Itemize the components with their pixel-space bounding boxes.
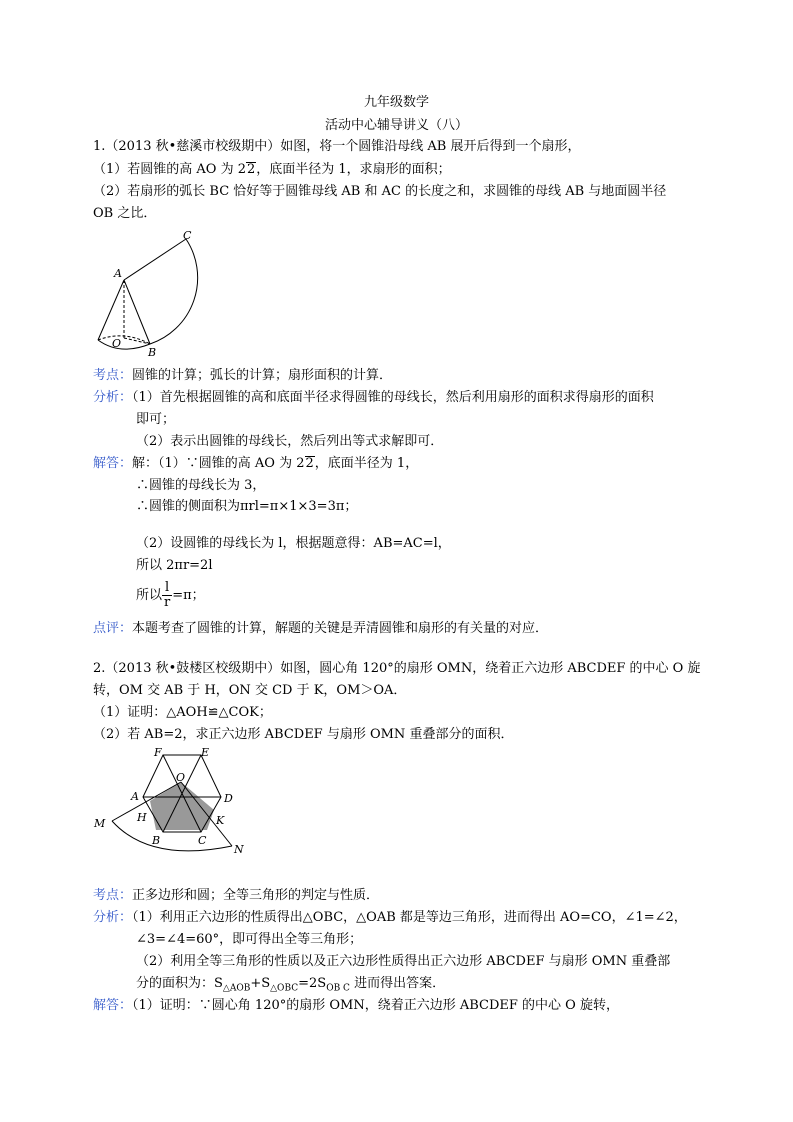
- problem-1-q1: （1）若圆锥的高 AO 为 22，底面半径为 1，求扇形的面积；: [93, 162, 451, 177]
- p1-fenxi-2: （2）表示出圆锥的母线长，然后列出等式求解即可．: [136, 434, 444, 449]
- problem-2-q2: （2）若 AB=2，求正六边形 ABCDEF 与扇形 OMN 重叠部分的面积．: [93, 727, 514, 742]
- fig2-label-a: A: [131, 790, 139, 803]
- fig2-label-n: N: [234, 843, 244, 856]
- p1-solution-1: 解答：解：（1）∵圆锥的高 AO 为 22，底面半径为 1，: [93, 456, 419, 471]
- fig2-label-c: C: [198, 834, 207, 847]
- p1-solution-5: 所以 2πr=2l: [136, 558, 213, 573]
- label-jieda: 解答：: [93, 456, 133, 471]
- p1-fenxi-1b: 即可；: [136, 412, 176, 427]
- p1-solution-2: ∴圆锥的母线长为 3，: [136, 478, 266, 493]
- label-kaodian: 考点：: [93, 888, 133, 903]
- label-jieda: 解答：: [93, 998, 133, 1013]
- fig1-label-o: O: [112, 337, 122, 350]
- fig2-label-b: B: [152, 834, 161, 847]
- label-kaodian: 考点：: [93, 368, 133, 383]
- fig1-label-b: B: [148, 346, 157, 359]
- p2-fenxi-2a: （2）利用全等三角形的性质以及正六边形性质得出正六边形 ABCDEF 与扇形 OMN 重叠部: [136, 954, 671, 969]
- p1-kaodian: 考点：圆锥的计算；弧长的计算；扇形面积的计算．: [93, 368, 393, 383]
- cone-sector-figure: [90, 226, 230, 366]
- hexagon-sector-figure: [90, 745, 260, 860]
- problem-1-stem: 1.（2013 秋•慈溪市校级期中）如图，将一个圆锥沿母线 AB 展开后得到一个扇形，: [93, 139, 581, 154]
- problem-2-q1: （1）证明：△AOH≌△COK；: [93, 705, 272, 720]
- p1-solution-4: （2）设圆锥的母线长为 l，根据题意得：AB=AC=l，: [136, 536, 451, 551]
- label-dianping: 点评：: [93, 621, 133, 636]
- p2-fenxi-1b: ∠3=∠4=60°，即可得出全等三角形；: [136, 932, 363, 947]
- fig2-label-h: H: [137, 811, 147, 824]
- p1-dianping: 点评：本题考查了圆锥的计算，解题的关键是弄清圆锥和扇形的有关量的对应．: [93, 621, 549, 636]
- fig2-label-o: O: [176, 771, 186, 784]
- fig2-label-m: M: [94, 817, 106, 830]
- fig2-label-e: E: [201, 746, 210, 759]
- problem-1-q2-line1: （2）若扇形的弧长 BC 恰好等于圆锥母线 AB 和 AC 的长度之和，求圆锥的母线 AB 与地面圆半径: [93, 184, 667, 199]
- p1-solution-6: 所以 $\frac{l}{r}$ =π；: [136, 580, 205, 610]
- fig2-label-k: K: [216, 814, 225, 827]
- problem-2-stem-2: 转，OM 交 AB 于 H，ON 交 CD 于 K，OM＞OA．: [93, 683, 407, 698]
- problem-1-q2-line2: OB 之比．: [93, 206, 157, 221]
- label-fenxi: 分析：: [93, 910, 133, 925]
- fig1-label-c: C: [183, 229, 192, 242]
- fig2-label-d: D: [224, 792, 233, 805]
- p1-solution-3: ∴圆锥的侧面积为πrl=π×1×3=3π；: [136, 499, 358, 514]
- p1-fenxi-1a: 分析：（1）首先根据圆锥的高和底面半径求得圆锥的母线长，然后利用扇形的面积求得扇形的面积: [93, 390, 654, 405]
- fig2-label-f: F: [154, 746, 162, 759]
- page-subtitle: 活动中心辅导讲义（八）: [324, 118, 468, 133]
- sqrt-symbol: 2: [247, 162, 256, 177]
- page-title: 九年级数学: [363, 95, 429, 110]
- p2-kaodian: 考点：正多边形和圆；全等三角形的判定与性质．: [93, 888, 380, 903]
- sqrt-symbol: 2: [305, 456, 314, 471]
- p2-solution-1: 解答：（1）证明：∵圆心角 120°的扇形 OMN，绕着正六边形 ABCDEF 的中心 O 旋转，: [93, 998, 619, 1013]
- label-fenxi: 分析：: [93, 390, 133, 405]
- fraction-l-over-r: $\frac{l}{r}$: [164, 580, 171, 610]
- problem-2-stem-1: 2.（2013 秋•鼓楼区校级期中）如图，圆心角 120°的扇形 OMN，绕着正六边形 ABCDEF 的中心 O 旋: [93, 661, 701, 676]
- p2-fenxi-2b: 分的面积为：$S_{\triangle AOB}+S_{\triangle OBC}=2S_{OB C}$ 进而得出答案．: [136, 976, 446, 994]
- fig1-label-a: A: [114, 267, 122, 280]
- p2-fenxi-1a: 分析：（1）利用正六边形的性质得出△OBC，△OAB 都是等边三角形，进而得出 AO=CO，∠1=∠2，: [93, 910, 687, 925]
